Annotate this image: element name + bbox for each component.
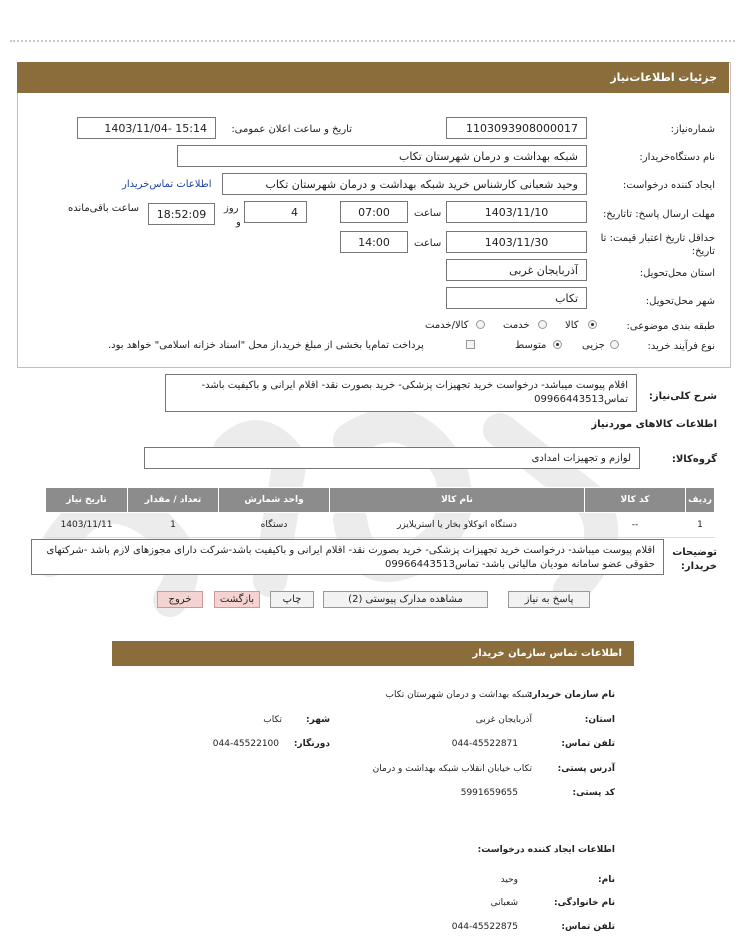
- process-minor-radio[interactable]: [610, 340, 619, 349]
- back-button[interactable]: بازگشت: [214, 591, 260, 608]
- treasury-checkbox[interactable]: [466, 340, 475, 349]
- province-label: استان محل‌تحویل:: [639, 268, 715, 279]
- deadline-time-field[interactable]: 07:00: [340, 201, 408, 223]
- cell-qty: 1: [128, 513, 219, 538]
- creator-info-title: اطلاعات ایجاد کننده درخواست:: [477, 845, 615, 855]
- creator-field[interactable]: وحید شعبانی کارشناس خرید شبکه بهداشت و درمان شهرستان تکاب: [222, 173, 587, 195]
- details-title-bar: [17, 62, 729, 93]
- postal-value: 5991659655: [460, 788, 518, 798]
- process-minor-label: جزیی: [582, 340, 605, 351]
- creator-name-label: نام:: [598, 875, 615, 885]
- announce-field[interactable]: 1403/11/04- 15:14: [77, 117, 216, 139]
- and-word: و: [236, 217, 241, 228]
- col-name: نام کالا: [330, 488, 585, 513]
- creator-family-value: شعبانی: [490, 898, 518, 908]
- validity-time-field[interactable]: 14:00: [340, 231, 408, 253]
- exit-button[interactable]: خروج: [157, 591, 203, 608]
- cell-name: دستگاه اتوکلاو بخار یا استریلایزر: [330, 513, 585, 538]
- process-medium-radio[interactable]: [553, 340, 562, 349]
- summary-label: شرح کلی‌نیاز:: [648, 391, 717, 402]
- address-label: آدرس پستی:: [557, 764, 615, 774]
- fax-value: 044-45522100: [212, 739, 279, 749]
- group-field[interactable]: لوازم و تجهیزات امدادی: [144, 447, 640, 469]
- notes-label: توضیحات خریدار:: [672, 547, 717, 572]
- days-word: روز: [224, 203, 239, 214]
- category-label: طبقه بندی موضوعی:: [626, 321, 715, 332]
- deadline-date-field[interactable]: 1403/11/10: [446, 201, 587, 223]
- category-both-radio[interactable]: [476, 320, 485, 329]
- cell-row: 1: [686, 513, 715, 538]
- category-service-label: خدمت: [503, 320, 530, 331]
- items-header-row: [46, 488, 715, 513]
- cell-unit: دستگاه: [219, 513, 330, 538]
- creator-family-label: نام خانوادگی:: [553, 898, 615, 908]
- announce-label: تاریخ و ساعت اعلان عمومی:: [231, 124, 352, 135]
- buyer-field[interactable]: شبکه بهداشت و درمان شهرستان تکاب: [177, 145, 587, 167]
- validity-time-word: ساعت: [414, 238, 442, 249]
- category-both-label: کالا/خدمت: [425, 320, 469, 331]
- reply-button[interactable]: پاسخ به نیاز: [508, 591, 590, 608]
- contact-phone-label: تلفن تماس:: [561, 739, 615, 749]
- city-field[interactable]: تکاب: [446, 287, 587, 309]
- contact-title-bar: [112, 641, 634, 666]
- col-code: کد کالا: [585, 488, 686, 513]
- col-row: ردیف: [686, 488, 715, 513]
- province-field[interactable]: آذربایجان غربی: [446, 259, 587, 281]
- process-label: نوع فرآیند خرید:: [647, 341, 715, 352]
- postal-label: کد پستی:: [572, 788, 615, 798]
- remaining-field[interactable]: 18:52:09: [148, 203, 215, 225]
- attachments-button[interactable]: مشاهده مدارک پیوستی (2): [323, 591, 488, 608]
- creator-label: ایجاد کننده درخواست:: [622, 180, 715, 191]
- buyer-contact-link[interactable]: اطلاعات تماس‌خریدار: [122, 179, 212, 190]
- org-value: شبکه بهداشت و درمان شهرستان تکاب: [385, 690, 532, 700]
- org-label: نام سازمان خریدار:: [528, 690, 615, 700]
- validity-label: حداقل تاریخ اعتبار قیمت: تا تاریخ:: [600, 233, 715, 257]
- contact-city-value: تکاب: [263, 715, 282, 725]
- category-goods-radio[interactable]: [588, 320, 597, 329]
- contact-province-value: آذربایجان غربی: [475, 715, 532, 725]
- table-row[interactable]: [46, 513, 715, 538]
- remaining-label: ساعت باقی‌مانده: [68, 203, 140, 214]
- process-medium-label: متوسط: [515, 340, 547, 351]
- items-table: [45, 487, 715, 538]
- creator-name-value: وحید: [500, 875, 518, 885]
- col-unit: واحد شمارش: [219, 488, 330, 513]
- top-divider: [10, 40, 735, 42]
- address-value: تکاب خیابان انقلاب شبکه بهداشت و درمان: [372, 764, 532, 774]
- fax-label: دورنگار:: [293, 739, 330, 749]
- contact-phone-value: 044-45522871: [451, 739, 518, 749]
- need-number-field[interactable]: 1103093908000017: [446, 117, 587, 139]
- creator-phone-value: 044-45522875: [451, 922, 518, 932]
- contact-city-label: شهر:: [306, 715, 330, 725]
- creator-phone-label: تلفن تماس:: [561, 922, 615, 932]
- contact-title: اطلاعات تماس سازمان خریدار: [472, 648, 622, 659]
- col-date: تاریخ نیاز: [46, 488, 128, 513]
- payment-note: پرداخت تمام‌یا بخشی از مبلغ خرید،از محل "اسناد خزانه اسلامی" خواهد بود.: [108, 340, 424, 351]
- category-service-radio[interactable]: [538, 320, 547, 329]
- need-number-label: شماره‌نیاز:: [670, 124, 715, 135]
- category-goods-label: کالا: [565, 320, 579, 331]
- buyer-label: نام دستگاه‌خریدار:: [639, 152, 715, 163]
- cell-date: 1403/11/11: [46, 513, 128, 538]
- col-qty: تعداد / مقدار: [128, 488, 219, 513]
- deadline-time-word: ساعت: [414, 208, 442, 219]
- city-label: شهر محل‌تحویل:: [645, 296, 715, 307]
- days-field[interactable]: 4: [244, 201, 307, 223]
- validity-date-field[interactable]: 1403/11/30: [446, 231, 587, 253]
- goods-info-title: اطلاعات کالاهای موردنیاز: [591, 419, 717, 430]
- cell-code: --: [585, 513, 686, 538]
- deadline-label: مهلت ارسال پاسخ: تاتاریخ:: [602, 209, 715, 220]
- group-label: گروه‌کالا:: [671, 454, 717, 465]
- print-button[interactable]: چاپ: [270, 591, 314, 608]
- notes-field[interactable]: اقلام پیوست میباشد- درخواست خرید تجهیزات پزشکی- خرید بصورت نقد- اقلام ایرانی و باکیفیت باشد-شرکت دارای مجوزهای لازم باشد -شرکتهای حقوقی عضو سامانه مودیان مالیاتی باشد- تماس09966443513: [31, 539, 664, 575]
- details-title: جزئیات اطلاعات‌نیاز: [610, 71, 717, 84]
- summary-field[interactable]: اقلام پیوست میباشد- درخواست خرید تجهیزات پزشکی- خرید بصورت نقد- اقلام ایرانی و باکیفیت باشد- تماس09966443513: [165, 374, 637, 412]
- contact-province-label: استان:: [584, 715, 615, 725]
